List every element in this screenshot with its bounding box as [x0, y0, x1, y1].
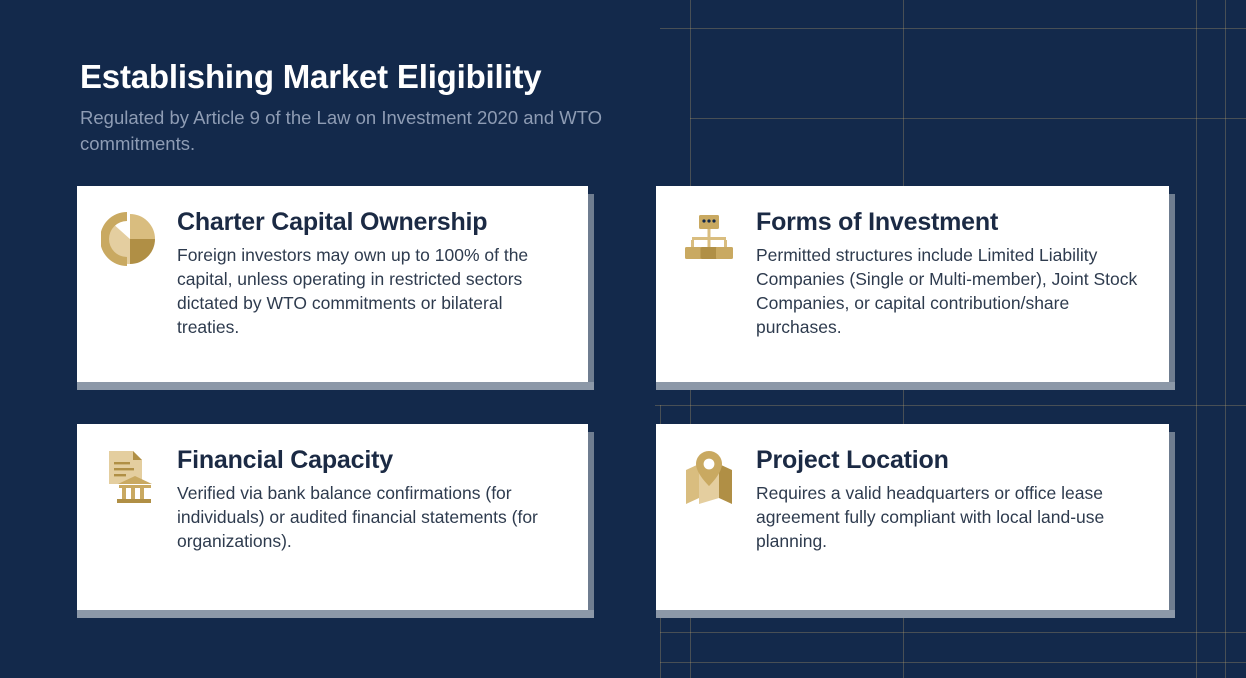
card-text: Permitted structures include Limited Liability Companies (Single or Multi-member), Joint Stock Companies, or capital contribution/share purchases. — [756, 244, 1138, 337]
bank-document-icon — [99, 446, 161, 508]
card-title: Charter Capital Ownership — [177, 208, 488, 236]
card-title: Project Location — [756, 446, 949, 474]
card-body — [756, 206, 1147, 340]
org-chart-icon — [678, 208, 740, 270]
card-body — [177, 206, 566, 340]
card-title: Forms of Investment — [756, 208, 999, 236]
page-subtitle: Regulated by Article 9 of the Law on Investment 2020 and WTO commitments. — [80, 106, 603, 155]
card-charter-capital-ownership — [77, 186, 588, 382]
card-project-location — [656, 424, 1169, 610]
map-pin-location-icon — [678, 446, 740, 508]
card-text: Foreign investors may own up to 100% of the capital, unless operating in restricted sectors dictated by WTO commitments or bilateral treaties. — [177, 244, 529, 337]
card-body — [177, 444, 566, 554]
card-text: Requires a valid headquarters or office lease agreement fully compliant with local land-use planning. — [756, 482, 1105, 551]
pie-chart-icon — [99, 208, 161, 270]
page-title: Establishing Market Eligibility — [80, 58, 542, 95]
card-forms-of-investment — [656, 186, 1169, 382]
card-title: Financial Capacity — [177, 446, 393, 474]
card-financial-capacity — [77, 424, 588, 610]
card-text: Verified via bank balance confirmations (for individuals) or audited financial statements (for organizations). — [177, 482, 538, 551]
card-body — [756, 444, 1147, 554]
header — [80, 58, 640, 157]
